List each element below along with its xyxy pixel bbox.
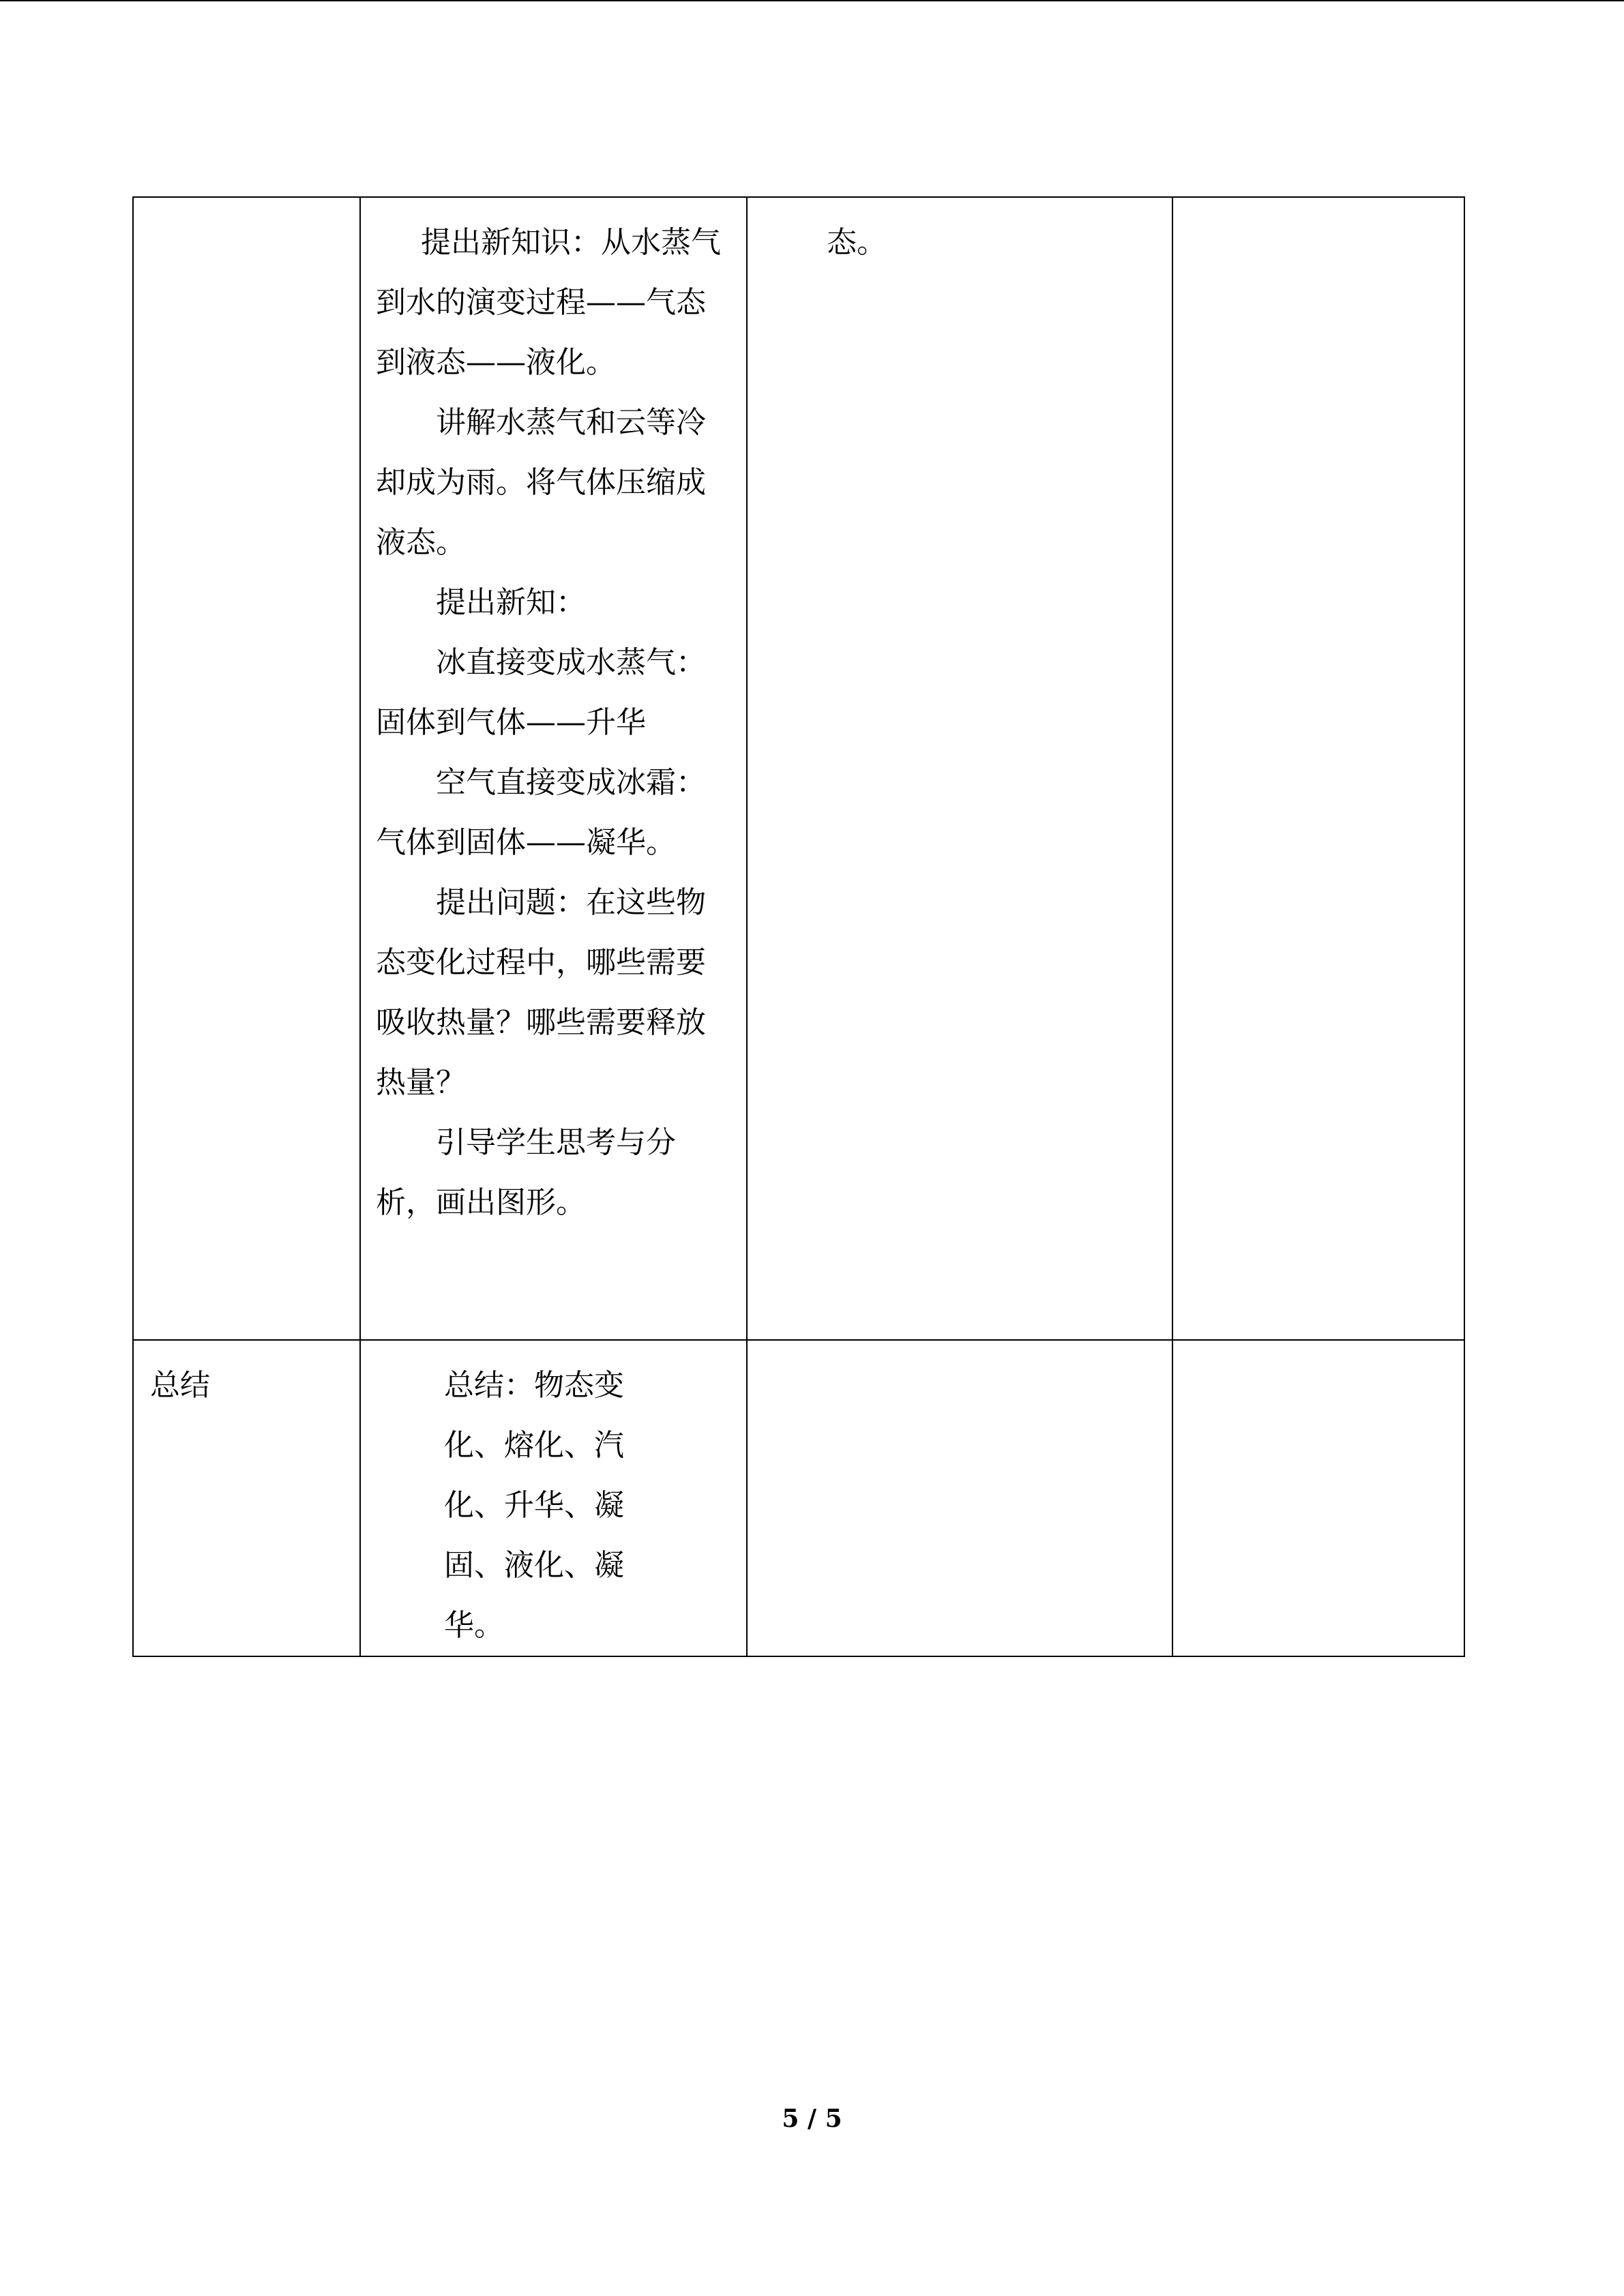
paragraph: 讲解水蒸气和云等冷却成为雨。将气体压缩成液态。 bbox=[376, 405, 706, 560]
page-number: 5 / 5 bbox=[782, 2104, 842, 2133]
table-cell-stage bbox=[133, 197, 360, 1340]
stage-label: 总结 bbox=[150, 1368, 210, 1403]
paragraph: 冰直接变成水蒸气：固体到气体——升华 bbox=[376, 645, 706, 740]
paragraph: 提出问题：在这些物态变化过程中，哪些需要吸收热量？哪些需要释放热量？ bbox=[376, 885, 706, 1100]
paragraph: 引导学生思考与分析，画出图形。 bbox=[376, 1125, 676, 1220]
table-row bbox=[133, 197, 1464, 1340]
teacher-activity-text bbox=[361, 198, 746, 1233]
stage-label bbox=[134, 198, 359, 213]
table-cell-teacher-activity bbox=[360, 1340, 747, 1656]
table-cell-notes bbox=[1172, 1340, 1464, 1656]
table-row bbox=[133, 1340, 1464, 1656]
student-activity-text: 态。 bbox=[827, 225, 887, 260]
paragraph: 提出新知识：从水蒸气到水的演变过程——气态到液态——液化。 bbox=[376, 225, 721, 380]
page-top-border bbox=[0, 0, 1624, 1]
paragraph: 提出新知： bbox=[436, 585, 586, 620]
paragraph: 空气直接变成冰霜：气体到固体——凝华。 bbox=[376, 765, 706, 860]
summary-text: 总结：物态变化、熔化、汽化、升华、凝固、液化、凝华。 bbox=[444, 1368, 624, 1643]
table-cell-stage bbox=[133, 1340, 360, 1656]
table-cell-student-activity bbox=[747, 1340, 1172, 1656]
table-cell-student-activity bbox=[747, 197, 1172, 1340]
notes-text bbox=[1173, 198, 1464, 213]
notes-text bbox=[1173, 1341, 1464, 1356]
lesson-plan-table bbox=[132, 196, 1465, 1657]
table-cell-teacher-activity bbox=[360, 197, 747, 1340]
table-cell-notes bbox=[1172, 197, 1464, 1340]
student-activity-text bbox=[748, 1341, 1172, 1356]
